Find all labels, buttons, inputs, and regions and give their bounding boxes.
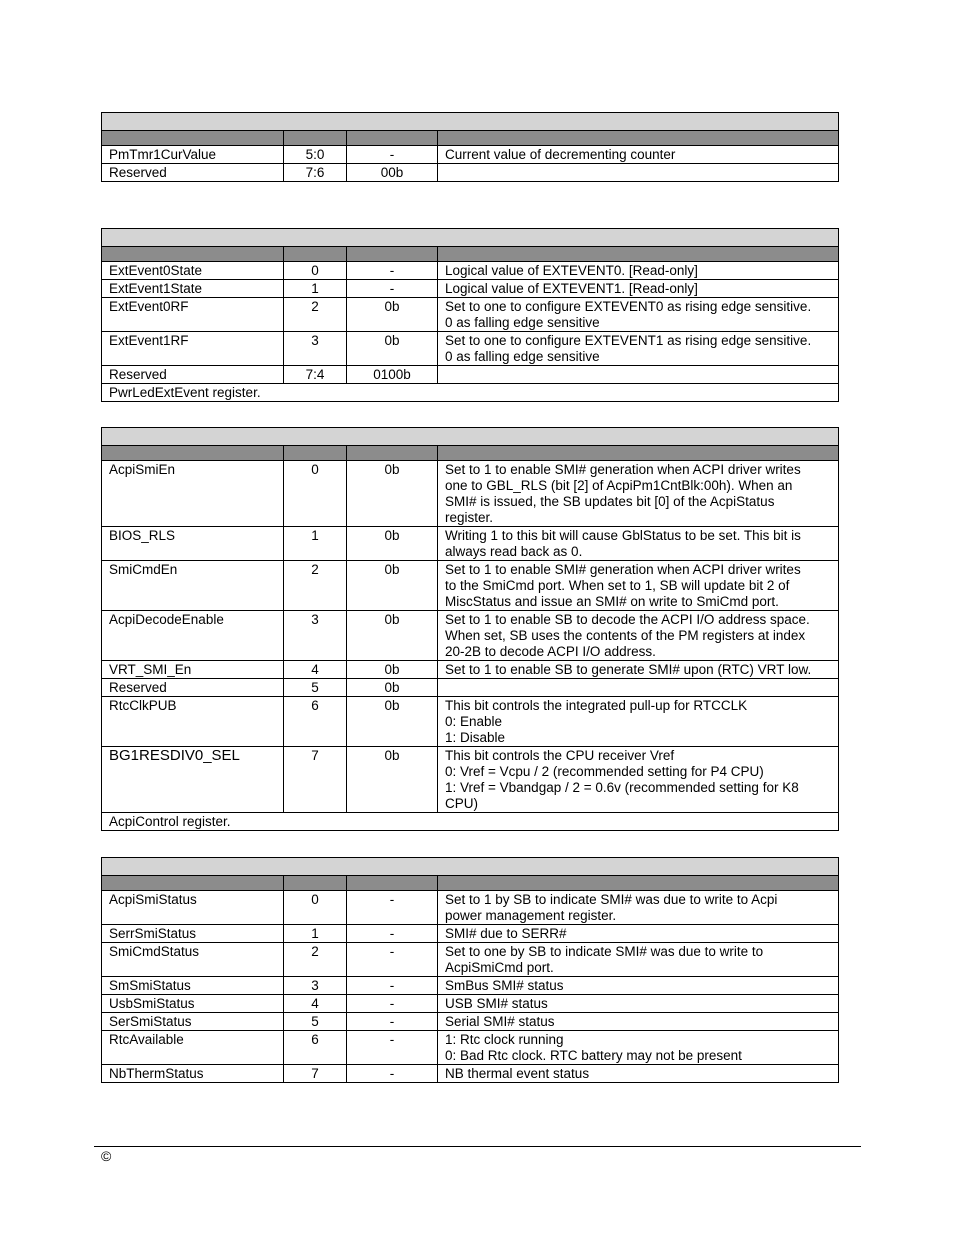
field-name: NbThermStatus: [102, 1065, 284, 1083]
field-name: ExtEvent1State: [102, 280, 284, 298]
field-default: -: [347, 262, 438, 280]
table-title-bar: [102, 428, 839, 446]
field-default: -: [347, 1065, 438, 1083]
field-description: Logical value of EXTEVENT1. [Read-only]: [438, 280, 839, 298]
table-row: [102, 977, 839, 995]
field-description: NB thermal event status: [438, 1065, 839, 1083]
field-bits: 2: [284, 561, 347, 611]
register-table-pmtmr1: [101, 112, 839, 182]
table-title-bar: [102, 229, 839, 247]
field-name: PmTmr1CurValue: [102, 146, 284, 164]
field-bits: 6: [284, 697, 347, 747]
field-bits: 3: [284, 977, 347, 995]
field-default: -: [347, 925, 438, 943]
field-default: 0b: [347, 747, 438, 813]
field-description: [438, 366, 839, 384]
table-note: PwrLedExtEvent register.: [102, 384, 839, 402]
table-row: [102, 679, 839, 697]
field-bits: 2: [284, 298, 347, 332]
table-row: [102, 611, 839, 661]
table-row: [102, 527, 839, 561]
field-name: RtcAvailable: [102, 1031, 284, 1065]
field-default: 0b: [347, 561, 438, 611]
field-bits: 7: [284, 1065, 347, 1083]
table-row: [102, 891, 839, 925]
field-name: ExtEvent0State: [102, 262, 284, 280]
field-name: Reserved: [102, 679, 284, 697]
field-bits: 0: [284, 891, 347, 925]
field-bits: 4: [284, 995, 347, 1013]
field-name: AcpiDecodeEnable: [102, 611, 284, 661]
field-name: UsbSmiStatus: [102, 995, 284, 1013]
field-name: AcpiSmiEn: [102, 461, 284, 527]
field-default: 0100b: [347, 366, 438, 384]
field-default: 0b: [347, 679, 438, 697]
field-bits: 5: [284, 679, 347, 697]
field-name: Reserved: [102, 366, 284, 384]
field-description: Set to 1 to enable SMI# generation when ACPI driver writes to the SmiCmd port. When set to 1, SB will update bit 2 of MiscStatus and issue an SMI# on write to SmiCmd port.: [438, 561, 839, 611]
table-row: [102, 661, 839, 679]
field-default: -: [347, 280, 438, 298]
table-row: [102, 164, 839, 182]
field-bits: 3: [284, 611, 347, 661]
table-row: [102, 1031, 839, 1065]
field-name: ExtEvent0RF: [102, 298, 284, 332]
field-bits: 1: [284, 280, 347, 298]
field-default: 0b: [347, 611, 438, 661]
field-bits: 1: [284, 527, 347, 561]
table-row: [102, 1065, 839, 1083]
field-bits: 0: [284, 262, 347, 280]
field-description: This bit controls the CPU receiver Vref 0: Vref = Vcpu / 2 (recommended setting for P4 CPU) 1: Vref = Vbandgap / 2 = 0.6v (recommended setting for K8 CPU): [438, 747, 839, 813]
table-header-row: [102, 446, 839, 461]
field-name: Reserved: [102, 164, 284, 182]
field-bits: 7: [284, 747, 347, 813]
field-name: SerrSmiStatus: [102, 925, 284, 943]
field-default: 0b: [347, 527, 438, 561]
table-row: [102, 298, 839, 332]
field-name: SmSmiStatus: [102, 977, 284, 995]
register-table-acpicontrol: [101, 427, 839, 831]
field-description: SmBus SMI# status: [438, 977, 839, 995]
field-description: 1: Rtc clock running 0: Bad Rtc clock. RTC battery may not be present: [438, 1031, 839, 1065]
field-bits: 5:0: [284, 146, 347, 164]
field-name: BIOS_RLS: [102, 527, 284, 561]
field-name: VRT_SMI_En: [102, 661, 284, 679]
table-title-bar: [102, 113, 839, 131]
field-description: Set to 1 to enable SB to generate SMI# upon (RTC) VRT low.: [438, 661, 839, 679]
field-description: [438, 164, 839, 182]
table-row: [102, 995, 839, 1013]
table-row: [102, 262, 839, 280]
field-bits: 2: [284, 943, 347, 977]
table-row: [102, 561, 839, 611]
field-name: BG1RESDIV0_SEL: [102, 747, 284, 813]
table-row: [102, 943, 839, 977]
field-name: SmiCmdStatus: [102, 943, 284, 977]
copyright-symbol: ©: [101, 1148, 112, 1164]
field-default: -: [347, 1013, 438, 1031]
field-description: Writing 1 to this bit will cause GblStatus to be set. This bit is always read back as 0.: [438, 527, 839, 561]
field-default: -: [347, 995, 438, 1013]
table-row: [102, 1013, 839, 1031]
footer-divider: [94, 1146, 861, 1147]
table-row: [102, 280, 839, 298]
register-table-miscstatus: [101, 857, 839, 1083]
field-bits: 1: [284, 925, 347, 943]
field-bits: 5: [284, 1013, 347, 1031]
field-name: RtcClkPUB: [102, 697, 284, 747]
table-row: [102, 366, 839, 384]
field-description: This bit controls the integrated pull-up for RTCCLK 0: Enable 1: Disable: [438, 697, 839, 747]
field-description: Set to 1 to enable SB to decode the ACPI I/O address space. When set, SB uses the contents of the PM registers at index 20-2B to decode ACPI I/O address.: [438, 611, 839, 661]
field-bits: 6: [284, 1031, 347, 1065]
field-description: Set to one by SB to indicate SMI# was due to write to AcpiSmiCmd port.: [438, 943, 839, 977]
field-name: AcpiSmiStatus: [102, 891, 284, 925]
field-default: -: [347, 977, 438, 995]
field-description: SMI# due to SERR#: [438, 925, 839, 943]
field-bits: 3: [284, 332, 347, 366]
field-bits: 7:4: [284, 366, 347, 384]
field-default: -: [347, 146, 438, 164]
table-row: [102, 697, 839, 747]
field-description: USB SMI# status: [438, 995, 839, 1013]
table-row: [102, 925, 839, 943]
table-header-row: [102, 131, 839, 146]
field-default: -: [347, 1031, 438, 1065]
table-row: [102, 332, 839, 366]
field-description: Set to 1 to enable SMI# generation when ACPI driver writes one to GBL_RLS (bit [2] of AcpiPm1CntBlk:00h). When an SMI# is issued, the SB updates bit [0] of the AcpiStatus register.: [438, 461, 839, 527]
table-title-bar: [102, 858, 839, 876]
table-row: [102, 747, 839, 813]
field-description: Set to one to configure EXTEVENT0 as rising edge sensitive. 0 as falling edge sensitive: [438, 298, 839, 332]
register-table-pwrledextevent: [101, 228, 839, 402]
field-bits: 7:6: [284, 164, 347, 182]
table-note-row: [102, 813, 839, 831]
field-description: Current value of decrementing counter: [438, 146, 839, 164]
field-name: SmiCmdEn: [102, 561, 284, 611]
field-description: Serial SMI# status: [438, 1013, 839, 1031]
table-note: AcpiControl register.: [102, 813, 839, 831]
table-header-row: [102, 247, 839, 262]
table-row: [102, 146, 839, 164]
field-description: Set to one to configure EXTEVENT1 as rising edge sensitive. 0 as falling edge sensitive: [438, 332, 839, 366]
table-note-row: [102, 384, 839, 402]
field-bits: 4: [284, 661, 347, 679]
field-name: SerSmiStatus: [102, 1013, 284, 1031]
field-description: Set to 1 by SB to indicate SMI# was due to write to Acpi power management register.: [438, 891, 839, 925]
field-description: [438, 679, 839, 697]
field-default: -: [347, 891, 438, 925]
table-header-row: [102, 876, 839, 891]
field-default: 0b: [347, 332, 438, 366]
field-default: 0b: [347, 461, 438, 527]
field-default: 0b: [347, 697, 438, 747]
field-description: Logical value of EXTEVENT0. [Read-only]: [438, 262, 839, 280]
field-bits: 0: [284, 461, 347, 527]
field-default: 00b: [347, 164, 438, 182]
field-default: 0b: [347, 661, 438, 679]
field-name: ExtEvent1RF: [102, 332, 284, 366]
field-default: -: [347, 943, 438, 977]
table-row: [102, 461, 839, 527]
field-default: 0b: [347, 298, 438, 332]
